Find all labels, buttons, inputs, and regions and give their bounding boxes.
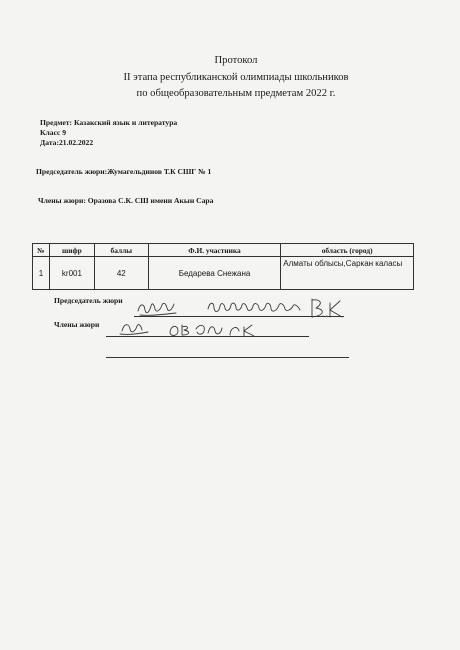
- cell-participant-name: Бедарева Снежана: [148, 257, 281, 290]
- cell-region: Алматы облысы,Саркан каласы: [281, 257, 414, 290]
- subject-text: Предмет: Казакский язык и литература: [40, 118, 178, 127]
- header-region: область (город): [281, 244, 414, 257]
- document-title: Протокол: [214, 55, 258, 66]
- title-block: [40, 53, 432, 103]
- document-subtitle-line-2: по общеобразовательным предметам 2022 г.: [136, 88, 336, 99]
- cell-score: 42: [94, 257, 148, 290]
- cell-number: 1: [33, 257, 50, 290]
- jury-members-text: Члены жюри: Оразова С.К. СШ имени Акын Сара: [38, 196, 214, 205]
- document-subtitle-line-1: II этапа республиканской олимпиады школьников: [123, 71, 349, 83]
- members-signature-scribble: [118, 315, 278, 341]
- results-table: [32, 243, 414, 290]
- cell-code: kr001: [49, 257, 94, 290]
- date-text: Дата:21.02.2022: [40, 138, 94, 148]
- header-code: шифр: [49, 244, 94, 257]
- extra-signature-line: [106, 357, 349, 358]
- header-score: баллы: [94, 244, 148, 257]
- table-header-row: [33, 244, 414, 257]
- table-row: [33, 257, 414, 290]
- class-text: Класс 9: [40, 128, 66, 138]
- chair-signature-label: Председатель жюри: [54, 296, 123, 305]
- meta-block: [40, 118, 177, 149]
- jury-chair-text: Председатель жюри:Жумагельдинов Т.К СШГ № 1: [36, 167, 212, 176]
- header-participant-name: Ф.И. участника: [148, 244, 281, 257]
- header-number: №: [33, 244, 50, 257]
- members-signature-label: Члены жюри: [54, 320, 100, 329]
